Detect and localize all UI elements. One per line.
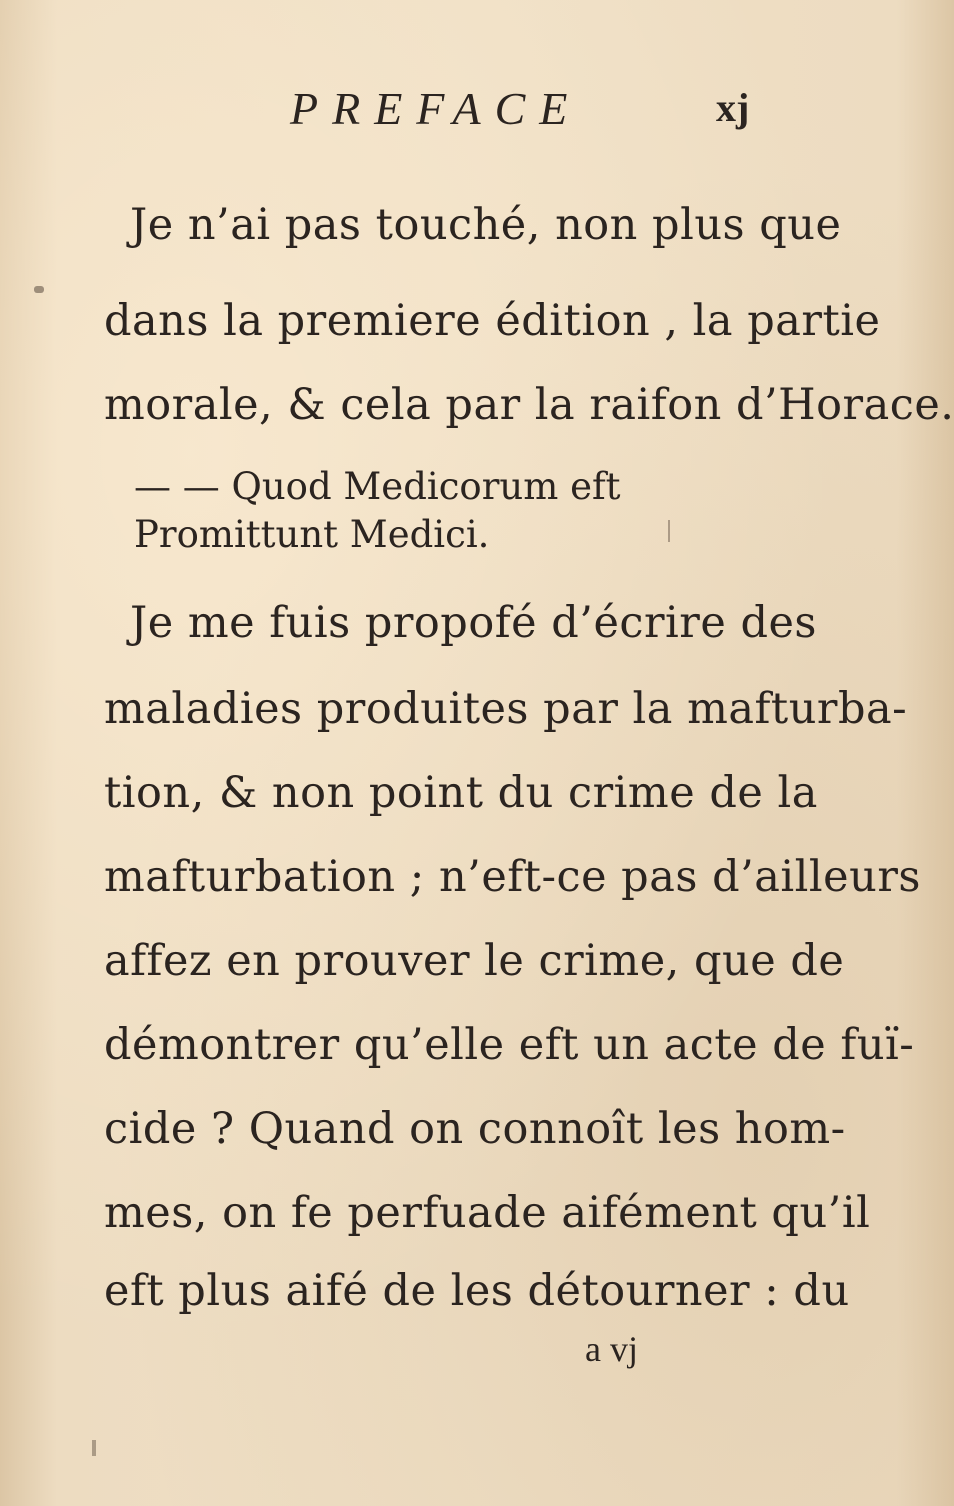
text-line: démontrer qu’elle eft un acte de fuï- [104,1020,915,1070]
text-line: mes, on fe perfuade aifément qu’il [104,1188,871,1238]
text-line: dans la premiere édition , la partie [104,296,881,346]
text-line: eft plus aifé de les détourner : du [104,1266,850,1316]
text-line: cide ? Quand on connoît les hom- [104,1104,846,1154]
page-header [0,82,800,142]
ink-speck [34,286,44,293]
text-line: affez en prouver le crime, que de [104,936,845,986]
text-line: tion, & non point du crime de la [104,768,818,818]
text-line: morale, & cela par la raifon d’Horace. [104,380,954,430]
ink-speck [668,520,670,542]
text-line: Je me fuis propofé d’écrire des [130,598,817,648]
text-line: mafturbation ; n’eft-ce pas d’ailleurs [104,852,921,902]
quotation-line: — — Quod Medicorum eft [134,465,621,508]
ink-speck [92,1440,96,1456]
text-line: Je n’ai pas touché, non plus que [130,200,842,250]
running-head: PREFACE [290,83,582,134]
page-number: xj [716,85,750,130]
quotation-line: Promittunt Medici. [134,513,490,556]
text-line: maladies produites par la mafturba- [104,684,908,734]
signature-mark: a vj [585,1329,638,1369]
